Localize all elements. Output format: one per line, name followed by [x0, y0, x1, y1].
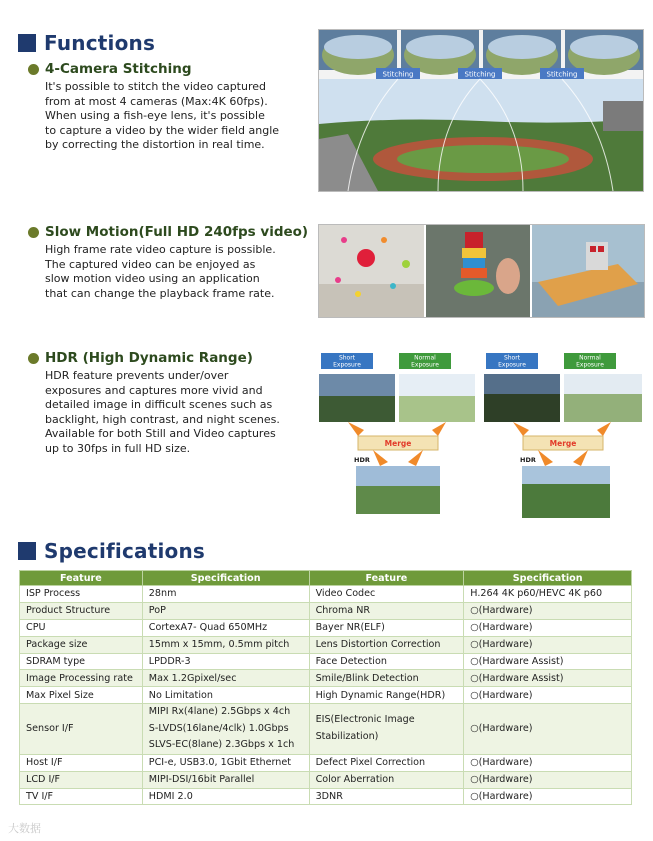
feature-description: High frame rate video capture is possible. The captured video can be enjoyed as slow motion video using an application that can change the playback frame rate. — [45, 243, 276, 300]
table-row — [20, 788, 632, 805]
svg-text:Short: Short — [503, 354, 521, 362]
svg-text:Exposure: Exposure — [411, 361, 439, 369]
bullet-dot-icon — [28, 64, 39, 75]
table-cell: 28nm — [142, 586, 309, 603]
table-cell: Package size — [20, 636, 143, 653]
table-row — [20, 586, 632, 603]
stitching-label: Stitching — [382, 70, 414, 79]
svg-text:HDR: HDR — [520, 456, 536, 464]
table-cell: ○(Hardware) — [464, 636, 632, 653]
svg-text:Merge: Merge — [549, 439, 577, 448]
table-cell: Smile/Blink Detection — [309, 670, 464, 687]
feature-hdr — [28, 350, 280, 457]
table-body — [20, 586, 632, 805]
table-cell: Product Structure — [20, 602, 143, 619]
table-cell: ○(Hardware) — [464, 687, 632, 704]
hdr-illustration — [318, 350, 645, 522]
table-cell: Host I/F — [20, 754, 143, 771]
table-cell: 3DNR — [309, 788, 464, 805]
watermark: 大数据 — [8, 822, 41, 835]
slow-motion-frame-balls — [318, 224, 424, 318]
stitching-label: Stitching — [464, 70, 496, 79]
table-row — [20, 636, 632, 653]
table-cell: ○(Hardware) — [464, 704, 632, 755]
table-row — [20, 754, 632, 771]
table-cell: TV I/F — [20, 788, 143, 805]
table-row — [20, 704, 632, 755]
table-cell: 15mm x 15mm, 0.5mm pitch — [142, 636, 309, 653]
specifications-heading — [18, 539, 205, 563]
table-row — [20, 619, 632, 636]
slow-motion-frame-boat — [532, 224, 645, 318]
table-cell: PoP — [142, 602, 309, 619]
table-cell: ○(Hardware) — [464, 754, 632, 771]
column-header: Feature — [20, 571, 143, 586]
table-cell: EIS(Electronic Image Stabilization) — [309, 704, 464, 755]
column-header: Specification — [142, 571, 309, 586]
table-row — [20, 687, 632, 704]
table-row — [20, 771, 632, 788]
table-cell: H.264 4K p60/HEVC 4K p60 — [464, 586, 632, 603]
table-cell: CPU — [20, 619, 143, 636]
svg-text:Exposure: Exposure — [576, 361, 604, 369]
stitching-label: Stitching — [546, 70, 578, 79]
table-cell: MIPI Rx(4lane) 2.5Gbps x 4ch S-LVDS(16lane/4clk) 1.0Gbps SLVS-EC(8lane) 2.3Gbps x 1ch — [142, 704, 309, 755]
column-header: Specification — [464, 571, 632, 586]
normal-exposure-label: Normal — [414, 354, 436, 362]
merge-label: Merge — [384, 439, 412, 448]
table-cell: Max Pixel Size — [20, 687, 143, 704]
table-cell: Bayer NR(ELF) — [309, 619, 464, 636]
table-row — [20, 602, 632, 619]
table-cell: CortexA7- Quad 650MHz — [142, 619, 309, 636]
bullet-dot-icon — [28, 353, 39, 364]
table-cell: Lens Distortion Correction — [309, 636, 464, 653]
table-cell: ○(Hardware) — [464, 788, 632, 805]
feature-stitching — [28, 61, 279, 153]
table-header-row — [20, 571, 632, 586]
heading-square-icon — [18, 34, 36, 52]
column-header: Feature — [309, 571, 464, 586]
table-cell: Max 1.2Gpixel/sec — [142, 670, 309, 687]
svg-text:Exposure: Exposure — [498, 361, 526, 369]
svg-text:Normal: Normal — [579, 354, 601, 362]
table-cell: Sensor I/F — [20, 704, 143, 755]
table-cell: ○(Hardware) — [464, 602, 632, 619]
table-cell: ISP Process — [20, 586, 143, 603]
stitching-svg — [318, 29, 644, 192]
table-cell: PCI-e, USB3.0, 1Gbit Ethernet — [142, 754, 309, 771]
table-cell: HDMI 2.0 — [142, 788, 309, 805]
table-cell: LCD I/F — [20, 771, 143, 788]
slow-motion-illustration — [318, 224, 645, 318]
table-cell: ○(Hardware Assist) — [464, 653, 632, 670]
short-exposure-label: Short — [338, 354, 356, 362]
specifications-table — [19, 570, 632, 805]
bullet-dot-icon — [28, 227, 39, 238]
specifications-title: Specifications — [44, 539, 206, 563]
table-cell: Face Detection — [309, 653, 464, 670]
table-cell: Video Codec — [309, 586, 464, 603]
table-cell: Color Aberration — [309, 771, 464, 788]
table-cell: ○(Hardware) — [464, 771, 632, 788]
feature-title: 4-Camera Stitching — [45, 61, 192, 77]
table-cell: High Dynamic Range(HDR) — [309, 687, 464, 704]
feature-description: HDR feature prevents under/over exposures and captures more vivid and detailed image in difficult scenes such as backlight, high contrast, and night scenes. Available for both Still and Video captures up to 30fps in full HD size. — [45, 369, 280, 455]
table-row — [20, 670, 632, 687]
table-cell: Defect Pixel Correction — [309, 754, 464, 771]
functions-title: Functions — [44, 31, 156, 55]
table-cell: LPDDR-3 — [142, 653, 309, 670]
table-row — [20, 653, 632, 670]
slow-motion-frame-toy — [426, 224, 530, 318]
hdr-svg — [318, 350, 645, 522]
table-cell: ○(Hardware Assist) — [464, 670, 632, 687]
feature-slow-motion — [28, 224, 308, 301]
svg-text:Exposure: Exposure — [333, 361, 361, 369]
hdr-label: HDR — [354, 456, 370, 464]
table-cell: ○(Hardware) — [464, 619, 632, 636]
table-cell: Chroma NR — [309, 602, 464, 619]
functions-heading — [18, 31, 155, 55]
table-cell: No Limitation — [142, 687, 309, 704]
table-cell: MIPI-DSI/16bit Parallel — [142, 771, 309, 788]
slow-motion-svg — [318, 224, 645, 318]
table-cell: SDRAM type — [20, 653, 143, 670]
stitching-illustration — [318, 29, 644, 192]
table-cell: Image Processing rate — [20, 670, 143, 687]
feature-title: HDR (High Dynamic Range) — [45, 350, 253, 366]
heading-square-icon — [18, 542, 36, 560]
feature-title: Slow Motion(Full HD 240fps video) — [45, 224, 309, 240]
feature-description: It's possible to stitch the video captured from at most 4 cameras (Max:4K 60fps). When using a fish-eye lens, it's possible to capture a video by the wider field angle by correcting the distortion in real time. — [45, 80, 280, 152]
